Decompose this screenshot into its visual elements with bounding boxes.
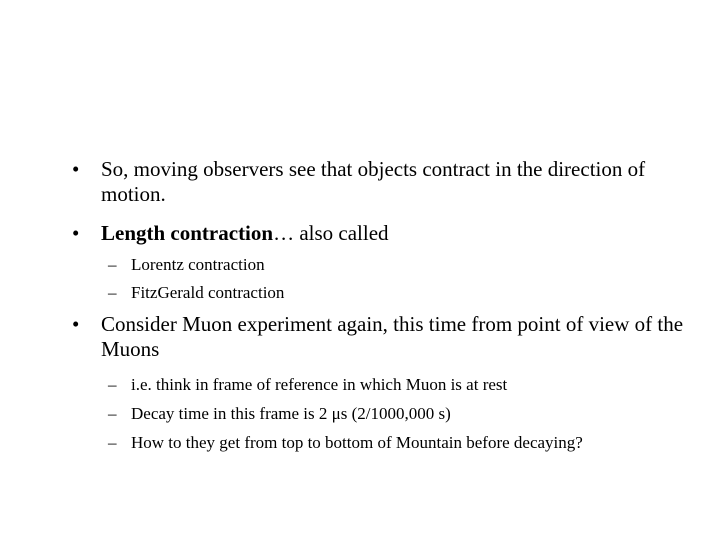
dash-marker: –	[108, 375, 117, 394]
bullet-text-rest: … also called	[273, 221, 389, 245]
bullet-marker: •	[72, 312, 80, 336]
dash-marker: –	[108, 404, 117, 423]
bullet-text: So, moving observers see that objects contract in the direction of motion.	[101, 157, 646, 206]
bullet-marker: •	[72, 157, 80, 181]
bullet-item-muon-experiment	[72, 312, 692, 362]
sub-item-mountain-question	[108, 433, 708, 453]
bullet-item-length-contraction	[72, 221, 692, 246]
dash-marker: –	[108, 433, 117, 452]
bold-term: Length contraction	[101, 221, 274, 245]
sub-item-lorentz	[108, 255, 708, 275]
sub-item-text: Decay time in this frame is 2 μs (2/1000,000 s)	[131, 404, 451, 423]
sub-item-decay-time	[108, 404, 708, 424]
bullet-item-moving-observers	[72, 157, 692, 207]
bullet-text	[101, 221, 692, 246]
bullet-marker: •	[72, 221, 80, 245]
sub-item-text: How to they get from top to bottom of Mountain before decaying?	[131, 433, 583, 452]
dash-marker: –	[108, 255, 117, 274]
sub-item-frame-of-reference	[108, 375, 708, 395]
dash-marker: –	[108, 283, 117, 302]
bullet-text: Consider Muon experiment again, this time from point of view of the Muons	[101, 312, 684, 361]
sub-item-fitzgerald	[108, 283, 708, 303]
sub-item-text: Lorentz contraction	[131, 255, 265, 274]
sub-item-text: FitzGerald contraction	[131, 283, 285, 302]
sub-item-text: i.e. think in frame of reference in which Muon is at rest	[131, 375, 508, 394]
